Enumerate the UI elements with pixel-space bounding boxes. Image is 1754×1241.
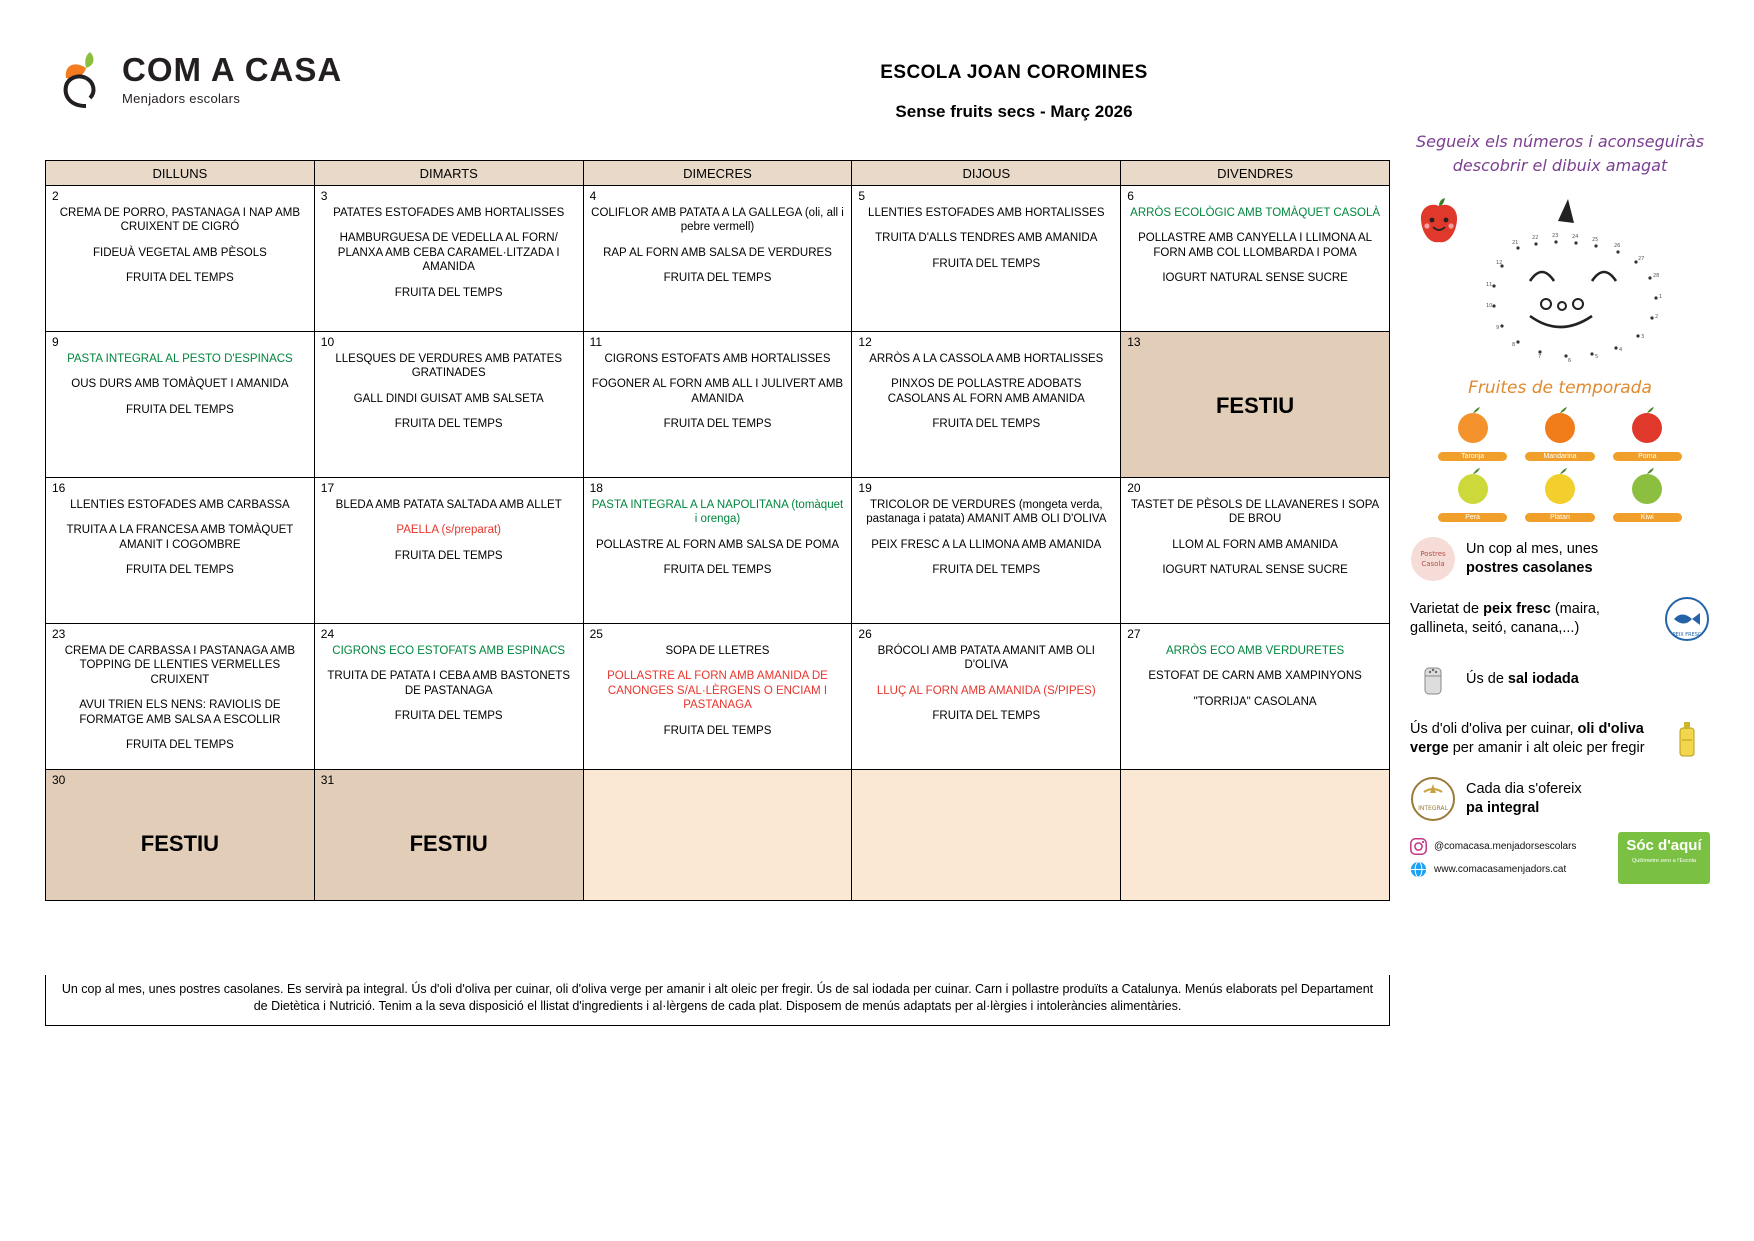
dish-item: "TORRIJA" CASOLANA (1193, 695, 1317, 708)
instagram-handle: @comacasa.menjadorsescolars (1434, 841, 1577, 852)
day-cell-content (852, 624, 1120, 769)
svg-text:11: 11 (1486, 282, 1493, 288)
fruit-name: Taronja (1438, 452, 1507, 461)
dish-item: FRUITA DEL TEMPS (932, 710, 1041, 723)
dish-item: RAP AL FORN AMB SALSA DE VERDURES (603, 246, 832, 259)
sóc-daquí-seal (1618, 832, 1710, 884)
fruit-icon (1537, 404, 1583, 450)
dish-list (52, 206, 308, 286)
svg-text:Casola: Casola (1421, 560, 1445, 568)
dish-list (321, 206, 577, 300)
fruit-icon (1450, 404, 1496, 450)
dish-item: COLIFLOR AMB PATATA A LA GALLEGA (oli, all i pebre vermell) (591, 207, 844, 234)
dish-list (590, 498, 846, 578)
day-number: 17 (320, 481, 335, 495)
dish-item: IOGURT NATURAL SENSE SUCRE (1162, 564, 1348, 577)
note-2-lead: Ús de (1466, 670, 1504, 687)
weekday-header-dilluns: DILLUNS (46, 161, 315, 186)
dish-item: PAELLA (s/preparat) (396, 524, 501, 537)
dish-item: TRUITA DE PATATA I CEBA AMB BASTONETS DE PASTANAGA (327, 670, 570, 697)
menu-footnote: Un cop al mes, unes postres casolanes. Es servirà pa integral. Ús d'oli d'oliva per cuinar, oli d'oliva verge per amanir i alt oleic per fregir. Ús de sal iodada per cuinar. Carn i pollastre produïts a Catalunya. Menús elaborats pel Departament de Dietètica i Nutrició. Tenim a la seva disposició el llistat d'ingredients i al·lèrgens de cada plat. Disposem de menús adaptats per al·lèrgies i intoleràncies alimentàries. (45, 975, 1390, 1026)
day-cell-content (584, 332, 852, 477)
fruit-icon (1624, 404, 1670, 450)
calendar-day-cell (1121, 478, 1390, 624)
calendar-week-row (46, 770, 1390, 901)
day-cell-content (584, 624, 852, 769)
day-number: 24 (320, 627, 335, 641)
day-cell-content (46, 624, 314, 769)
globe-icon (1410, 861, 1427, 878)
calendar-day-cell (1121, 186, 1390, 332)
note-homemade-dessert (1410, 536, 1710, 582)
whole-bread-icon (1410, 776, 1456, 822)
dish-list (1127, 644, 1383, 709)
svg-text:5: 5 (1595, 354, 1599, 360)
dish-item: PINXOS DE POLLASTRE ADOBATS CASOLANS AL FORN AMB AMANIDA (887, 378, 1085, 405)
day-cell-content (315, 332, 583, 477)
dish-item: AVUI TRIEN ELS NENS: RAVIOLIS DE FORMATGE AMB SALSA A ESCOLLIR (79, 699, 281, 726)
dish-item: FRUITA DEL TEMPS (126, 272, 234, 285)
note-1-tail: (maira, gallineta, seitó, canana,...) (1410, 601, 1600, 636)
fruit-name: Mandarina (1525, 452, 1594, 461)
day-number: 5 (858, 189, 866, 203)
dish-item: FRUITA DEL TEMPS (932, 564, 1041, 577)
day-number: 30 (52, 773, 66, 787)
dish-item: ARRÒS A LA CASSOLA AMB HORTALISSES (869, 353, 1104, 365)
dish-item: TRUITA A LA FRANCESA AMB TOMÀQUET AMANIT I COGOMBRE (66, 524, 294, 551)
dish-list (52, 498, 308, 578)
calendar-day-cell (852, 478, 1121, 624)
day-cell-content (46, 478, 314, 623)
day-number: 31 (320, 773, 335, 787)
note-olive-oil (1410, 716, 1710, 762)
dish-item: BLEDA AMB PATATA SALTADA AMB ALLET (335, 499, 562, 511)
dish-item: ARRÒS ECO AMB VERDURETES (1165, 645, 1345, 657)
fruit-name: Kiwi (1613, 513, 1682, 522)
dish-item: FRUITA DEL TEMPS (394, 549, 503, 562)
calendar-day-cell (852, 624, 1121, 770)
weekday-header-divendres: DIVENDRES (1121, 161, 1390, 186)
dish-list (858, 352, 1114, 432)
fruit-item (1519, 404, 1600, 461)
svg-text:6: 6 (1568, 358, 1572, 364)
homemade-dessert-icon (1410, 536, 1456, 582)
day-number: 19 (858, 481, 872, 495)
dish-item: LLOM AL FORN AMB AMANIDA (1172, 538, 1338, 551)
note-4-bold: pa integral (1466, 800, 1540, 816)
iodized-salt-icon (1410, 656, 1456, 702)
svg-text:1: 1 (1659, 294, 1663, 300)
day-number: 9 (52, 335, 59, 349)
day-cell-content (315, 478, 583, 623)
fruit-name: Plàtan (1525, 513, 1594, 522)
day-cell-content (584, 770, 852, 900)
calendar-week-row (46, 478, 1390, 624)
website-url: www.comacasamenjadors.cat (1434, 864, 1567, 875)
svg-text:26: 26 (1614, 243, 1621, 249)
dish-list (1127, 206, 1383, 286)
dish-item: FRUITA DEL TEMPS (932, 257, 1041, 270)
day-cell-content (46, 770, 314, 900)
dish-item: OUS DURS AMB TOMÀQUET I AMANIDA (71, 378, 289, 391)
dish-item: POLLASTRE AL FORN AMB SALSA DE POMA (595, 538, 840, 551)
dish-item: LLENTIES ESTOFADES AMB HORTALISSES (868, 207, 1105, 219)
svg-text:PEIX FRESC: PEIX FRESC (1672, 632, 1702, 638)
dish-item: FOGONER AL FORN AMB ALL I JULIVERT AMB AMANIDA (591, 378, 844, 405)
dish-item: TASTET DE PÈSOLS DE LLAVANERES I SOPA DE BROU (1131, 499, 1380, 526)
day-number: 23 (52, 627, 66, 641)
calendar-day-cell (1121, 770, 1390, 901)
dish-item: FRUITA DEL TEMPS (663, 272, 772, 285)
day-cell-content (584, 186, 852, 331)
svg-text:27: 27 (1638, 256, 1645, 262)
day-cell-content (1121, 186, 1389, 331)
calendar-day-cell (852, 332, 1121, 478)
fruit-icon (1537, 465, 1583, 511)
calendar-week-row (46, 332, 1390, 478)
dish-list (321, 498, 577, 563)
page-header (40, 30, 1714, 125)
weekday-header-dimecres: DIMECRES (583, 161, 852, 186)
day-number: 26 (858, 627, 872, 641)
day-cell-content (1121, 624, 1389, 769)
fruit-item (1607, 465, 1688, 522)
note-2-bold: sal iodada (1507, 670, 1579, 687)
dish-list (52, 644, 308, 752)
dish-list (321, 644, 577, 724)
day-number: 10 (320, 335, 335, 349)
dish-list (858, 206, 1114, 271)
svg-text:25: 25 (1592, 237, 1599, 243)
dish-list (52, 352, 308, 417)
calendar-day-cell (46, 478, 315, 624)
fruit-icon (1624, 465, 1670, 511)
calendar-day-cell (314, 478, 583, 624)
brand-tagline: Menjadors escolars (122, 91, 241, 106)
dish-item: FRUITA DEL TEMPS (126, 564, 234, 577)
olive-oil-icon (1664, 716, 1710, 762)
weekday-header-row (46, 161, 1390, 186)
seasonal-fruits-title: Fruites de temporada (1468, 378, 1652, 398)
svg-text:12: 12 (1496, 260, 1503, 266)
svg-text:7: 7 (1538, 354, 1542, 360)
day-cell-content (852, 770, 1120, 900)
dish-item: FRUITA DEL TEMPS (126, 403, 234, 416)
fresh-fish-icon (1664, 596, 1710, 642)
puzzle-title: Segueix els números i aconseguiràs descobrir el dibuix amagat (1415, 132, 1705, 175)
svg-text:INTEGRAL: INTEGRAL (1418, 805, 1448, 812)
dish-list (1127, 498, 1383, 578)
calendar-day-cell (1121, 624, 1390, 770)
note-1-lead: Varietat de (1410, 601, 1480, 618)
day-cell-content (1121, 478, 1389, 623)
dish-item: FRUITA DEL TEMPS (663, 564, 772, 577)
calendar-day-cell (583, 186, 852, 332)
day-number: 18 (589, 481, 603, 495)
calendar-day-cell (314, 624, 583, 770)
dish-item: CREMA DE PORRO, PASTANAGA I NAP AMB CRUIXENT DE CIGRÓ (59, 207, 301, 234)
day-number: 27 (1127, 627, 1141, 641)
dish-item: CIGRONS ESTOFATS AMB HORTALISSES (604, 353, 831, 365)
calendar-day-cell (583, 770, 852, 901)
fruit-item (1519, 465, 1600, 522)
dish-item: FRUITA DEL TEMPS (126, 738, 234, 751)
seasonal-fruit-grid (1432, 404, 1688, 522)
logo-mark-icon (60, 48, 112, 110)
dish-item: BRÓCOLI AMB PATATA AMANIT AMB OLI D'OLIVA (877, 645, 1095, 672)
day-cell-content (315, 770, 583, 900)
day-cell-content (46, 332, 314, 477)
weekday-header-dijous: DIJOUS (852, 161, 1121, 186)
note-0-bold: postres casolanes (1466, 560, 1593, 576)
seal-sub: Quilòmetre zero a l'Escola (1631, 857, 1697, 864)
dish-item: PEIX FRESC A LA LLIMONA AMB AMANIDA (871, 538, 1102, 551)
calendar-day-cell (314, 770, 583, 901)
note-0-lead: Un cop al mes, unes (1466, 541, 1599, 558)
dish-item: SOPA DE LLETRES (665, 645, 770, 657)
weekday-header-dimarts: DIMARTS (314, 161, 583, 186)
dish-item: FRUITA DEL TEMPS (394, 710, 503, 723)
day-cell-content (1121, 332, 1389, 477)
dish-list (858, 644, 1114, 724)
day-number: 6 (1127, 189, 1134, 203)
note-1-bold: peix fresc (1483, 601, 1551, 618)
day-number: 3 (320, 189, 328, 203)
calendar-day-cell (46, 770, 315, 901)
note-fresh-fish (1410, 596, 1710, 642)
fruit-icon (1450, 465, 1496, 511)
instagram-icon (1410, 838, 1427, 855)
dish-item: ESTOFAT DE CARN AMB XAMPINYONS (1148, 670, 1362, 683)
dot-to-dot-puzzle (1410, 186, 1710, 376)
svg-text:22: 22 (1532, 235, 1539, 241)
svg-text:10: 10 (1486, 303, 1493, 309)
dish-list (590, 352, 846, 432)
day-cell-content (1121, 770, 1389, 900)
festiu-label: FESTIU (1215, 393, 1295, 418)
day-number: 16 (52, 481, 66, 495)
day-number: 2 (52, 189, 59, 203)
menu-subtitle: Sense fruits secs - Març 2026 (895, 102, 1133, 121)
dish-item: FRUITA DEL TEMPS (394, 286, 503, 299)
day-cell-content (315, 186, 583, 331)
day-number: 12 (858, 335, 872, 349)
day-number: 25 (589, 627, 603, 641)
dish-item: CREMA DE CARBASSA I PASTANAGA AMB TOPPING DE LLENTIES VERMELLES CRUIXENT (64, 645, 296, 686)
note-3-tail: per amanir i alt oleic per fregir (1448, 740, 1645, 756)
dish-list (590, 206, 846, 286)
svg-text:24: 24 (1572, 234, 1579, 240)
fruit-item (1432, 404, 1513, 461)
day-cell-content (584, 478, 852, 623)
menu-calendar (45, 160, 1390, 901)
brand-name: COM A CASA (122, 51, 343, 88)
calendar-day-cell (314, 332, 583, 478)
calendar-week-row (46, 186, 1390, 332)
seal-title: Sóc d'aquí (1626, 837, 1702, 854)
social-block (1410, 838, 1710, 878)
calendar-day-cell (1121, 332, 1390, 478)
svg-text:Postres: Postres (1420, 550, 1446, 558)
day-number: 20 (1127, 481, 1141, 495)
fruit-name: Pera (1438, 513, 1507, 522)
dish-item: LLENTIES ESTOFADES AMB CARBASSA (70, 499, 290, 511)
note-3-lead: Ús d'oli d'oliva per cuinar, (1410, 721, 1574, 738)
fruit-item (1607, 404, 1688, 461)
dish-list (590, 644, 846, 738)
festiu-label: FESTIU (409, 831, 488, 856)
note-4-lead: Cada dia s'ofereix (1466, 781, 1582, 798)
calendar-day-cell (583, 624, 852, 770)
day-cell-content (315, 624, 583, 769)
dish-item: TRUITA D'ALLS TENDRES AMB AMANIDA (875, 232, 1098, 245)
fruit-name: Poma (1613, 452, 1682, 461)
svg-text:8: 8 (1512, 342, 1516, 348)
svg-text:23: 23 (1552, 233, 1559, 239)
dish-item: FRUITA DEL TEMPS (394, 418, 503, 431)
dish-item: PASTA INTEGRAL AL PESTO D'ESPINACS (67, 353, 293, 365)
school-name: ESCOLA JOAN COROMINES (880, 62, 1148, 83)
day-number: 4 (589, 189, 597, 203)
day-number: 11 (589, 335, 603, 349)
day-cell-content (852, 332, 1120, 477)
calendar-day-cell (46, 624, 315, 770)
svg-text:9: 9 (1496, 325, 1500, 331)
calendar-day-cell (46, 332, 315, 478)
dish-item: POLLASTRE AMB CANYELLA I LLIMONA AL FORN AMB COL LLOMBARDA I POMA (1138, 232, 1373, 259)
note-3-bold: oli d'oliva verge (1410, 721, 1644, 756)
dish-item: FIDEUÀ VEGETAL AMB PÈSOLS (92, 246, 267, 259)
note-iodized-salt (1410, 656, 1710, 702)
day-cell-content (852, 186, 1120, 331)
dish-item: FRUITA DEL TEMPS (932, 418, 1041, 431)
dish-item: TRICOLOR DE VERDURES (mongeta verda, pastanaga i patata) AMANIT AMB OLI D'OLIVA (866, 499, 1107, 526)
svg-text:28: 28 (1653, 273, 1660, 279)
fruit-item (1432, 465, 1513, 522)
brand-logo (60, 48, 342, 110)
dish-item: IOGURT NATURAL SENSE SUCRE (1162, 272, 1348, 285)
festiu-label: FESTIU (140, 831, 220, 856)
dish-item: GALL DINDI GUISAT AMB SALSETA (353, 392, 544, 405)
dish-item: HAMBURGUESA DE VEDELLA AL FORN/ PLANXA AMB CEBA CARAMEL·LITZADA I AMANIDA (337, 232, 560, 274)
dish-item: LLESQUES DE VERDURES AMB PATATES GRATINADES (335, 353, 563, 380)
dish-item: FRUITA DEL TEMPS (663, 724, 772, 737)
calendar-day-cell (46, 186, 315, 332)
dish-list (321, 352, 577, 432)
svg-text:4: 4 (1619, 347, 1623, 353)
calendar-day-cell (583, 332, 852, 478)
day-number: 13 (1127, 335, 1141, 349)
info-panel (1410, 130, 1710, 884)
calendar-week-row (46, 624, 1390, 770)
note-whole-bread (1410, 776, 1710, 822)
svg-text:21: 21 (1512, 240, 1519, 246)
dish-item: ARRÒS ECOLÒGIC AMB TOMÀQUET CASOLÀ (1130, 207, 1381, 219)
dish-list (858, 498, 1114, 578)
dish-item: POLLASTRE AL FORN AMB AMANIDA DE CANONGES S/AL·LÈRGENS O ENCIAM I PASTANAGA (607, 670, 828, 712)
dish-item: CIGRONS ECO ESTOFATS AMB ESPINACS (332, 645, 566, 657)
calendar-body (46, 186, 1390, 901)
dish-item: FRUITA DEL TEMPS (663, 418, 772, 431)
day-cell-content (46, 186, 314, 331)
calendar-day-cell (852, 770, 1121, 901)
calendar-day-cell (852, 186, 1121, 332)
day-cell-content (852, 478, 1120, 623)
svg-text:2: 2 (1655, 314, 1659, 320)
dish-item: LLUÇ AL FORN AMB AMANIDA (S/PIPES) (876, 684, 1096, 697)
dish-item: PASTA INTEGRAL A LA NAPOLITANA (tomàquet i orenga) (591, 499, 844, 526)
calendar-day-cell (583, 478, 852, 624)
svg-text:3: 3 (1641, 334, 1645, 340)
calendar-day-cell (314, 186, 583, 332)
dish-item: PATATES ESTOFADES AMB HORTALISSES (333, 207, 565, 219)
